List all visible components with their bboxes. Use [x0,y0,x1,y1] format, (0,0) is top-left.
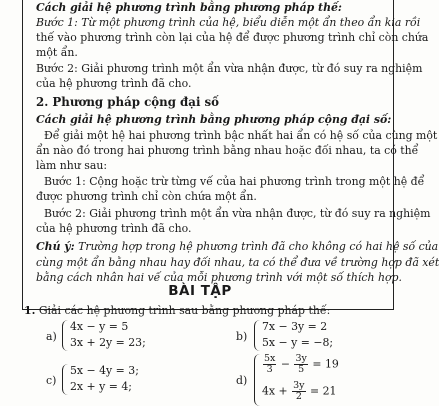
system-a-eq1: 4x − y = 5 [70,320,129,333]
elimination-step2-line1: Bước 2: Giải phương trình một ẩn vừa nhận được, từ đó suy ra nghiệm [44,207,431,220]
note-line1 [36,240,438,254]
substitution-step2-line1: Bước 2: Giải phương trình một ẩn vừa nhận được, từ đó suy ra nghiệm [36,62,423,75]
elimination-method-heading: Cách giải hệ phương trình bằng phương pháp cộng đại số: [36,113,392,126]
question-text: Giải các hệ phương trình sau bằng phương pháp thế: [38,304,331,317]
elimination-step1-line2: được phương trình chỉ còn chứa một ẩn. [36,190,257,203]
substitution-step1-line2: thế vào phương trình còn lại của hệ để được phương trình chỉ còn chứa [36,31,429,44]
question-1 [24,304,330,318]
system-b [254,320,364,352]
substitution-step1-line3: một ẩn. [36,46,78,59]
elimination-intro-line3: làm như sau: [36,159,108,172]
brace-icon [62,364,69,395]
elimination-intro-line1: Để giải một hệ hai phương trình bậc nhất hai ẩn có hệ số của cùng một [44,129,438,142]
substitution-step1-text: Bước 1: Từ một phương trình của hệ, biểu diễn một ẩn theo ẩn kia rồi [36,16,421,29]
fraction: $\frac{5x}{3}$ [264,353,276,375]
brace-icon [62,320,69,351]
note-line2: cùng một ẩn bằng nhau hay đối nhau, ta có thể đưa về trường hợp đã xét [36,256,439,269]
system-d-eq2: 4x + $\frac{3y}{2}$ = 21 [262,380,337,402]
system-c-label: c) [46,374,57,387]
system-d-eq1: $\frac{5x}{3}$ − $\frac{3y}{5}$ = 19 [264,353,339,375]
system-b-label: b) [236,330,248,343]
brace-icon [254,354,261,406]
note-label: Chú ý: [36,240,75,253]
fraction: $\frac{3y}{2}$ [293,380,305,402]
substitution-method-heading: Cách giải hệ phương trình bằng phương pháp thế: [36,1,342,14]
system-a-eq2: 3x + 2y = 23; [70,336,146,349]
system-b-eq2: 5x − y = −8; [262,336,334,349]
system-b-eq1: 7x − 3y = 2 [262,320,328,333]
substitution-step2-line2: của hệ phương trình đã cho. [36,77,192,90]
section-heading-elimination: 2. Phương pháp cộng đại số [36,95,220,109]
exercises-title: BÀI TẬP [168,283,232,299]
system-c-eq2: 2x + y = 4; [70,380,132,393]
brace-icon [254,320,261,351]
system-c-eq1: 5x − 4y = 3; [70,364,139,377]
system-d-label: d) [236,374,248,387]
elimination-step1-line1: Bước 1: Cộng hoặc trừ từng vế của hai phương trình trong một hệ để [44,175,425,188]
fraction: $\frac{3y}{5}$ [295,353,307,375]
system-d [254,354,384,400]
substitution-step1-line1 [36,16,420,30]
note-text-1: Trường hợp trong hệ phương trình đã cho không có hai hệ số của [78,240,439,253]
system-a-label: a) [46,330,57,343]
question-number: 1. [24,304,36,317]
note-line3: bằng cách nhân hai vế của mỗi phương trình với một số thích hợp. [36,271,402,284]
elimination-step2-line2: của hệ phương trình đã cho. [36,222,192,235]
system-c [62,364,172,396]
elimination-intro-line2: ẩn nào đó trong hai phương trình bằng nhau hoặc đối nhau, ta có thể [36,144,419,157]
system-a [62,320,172,352]
